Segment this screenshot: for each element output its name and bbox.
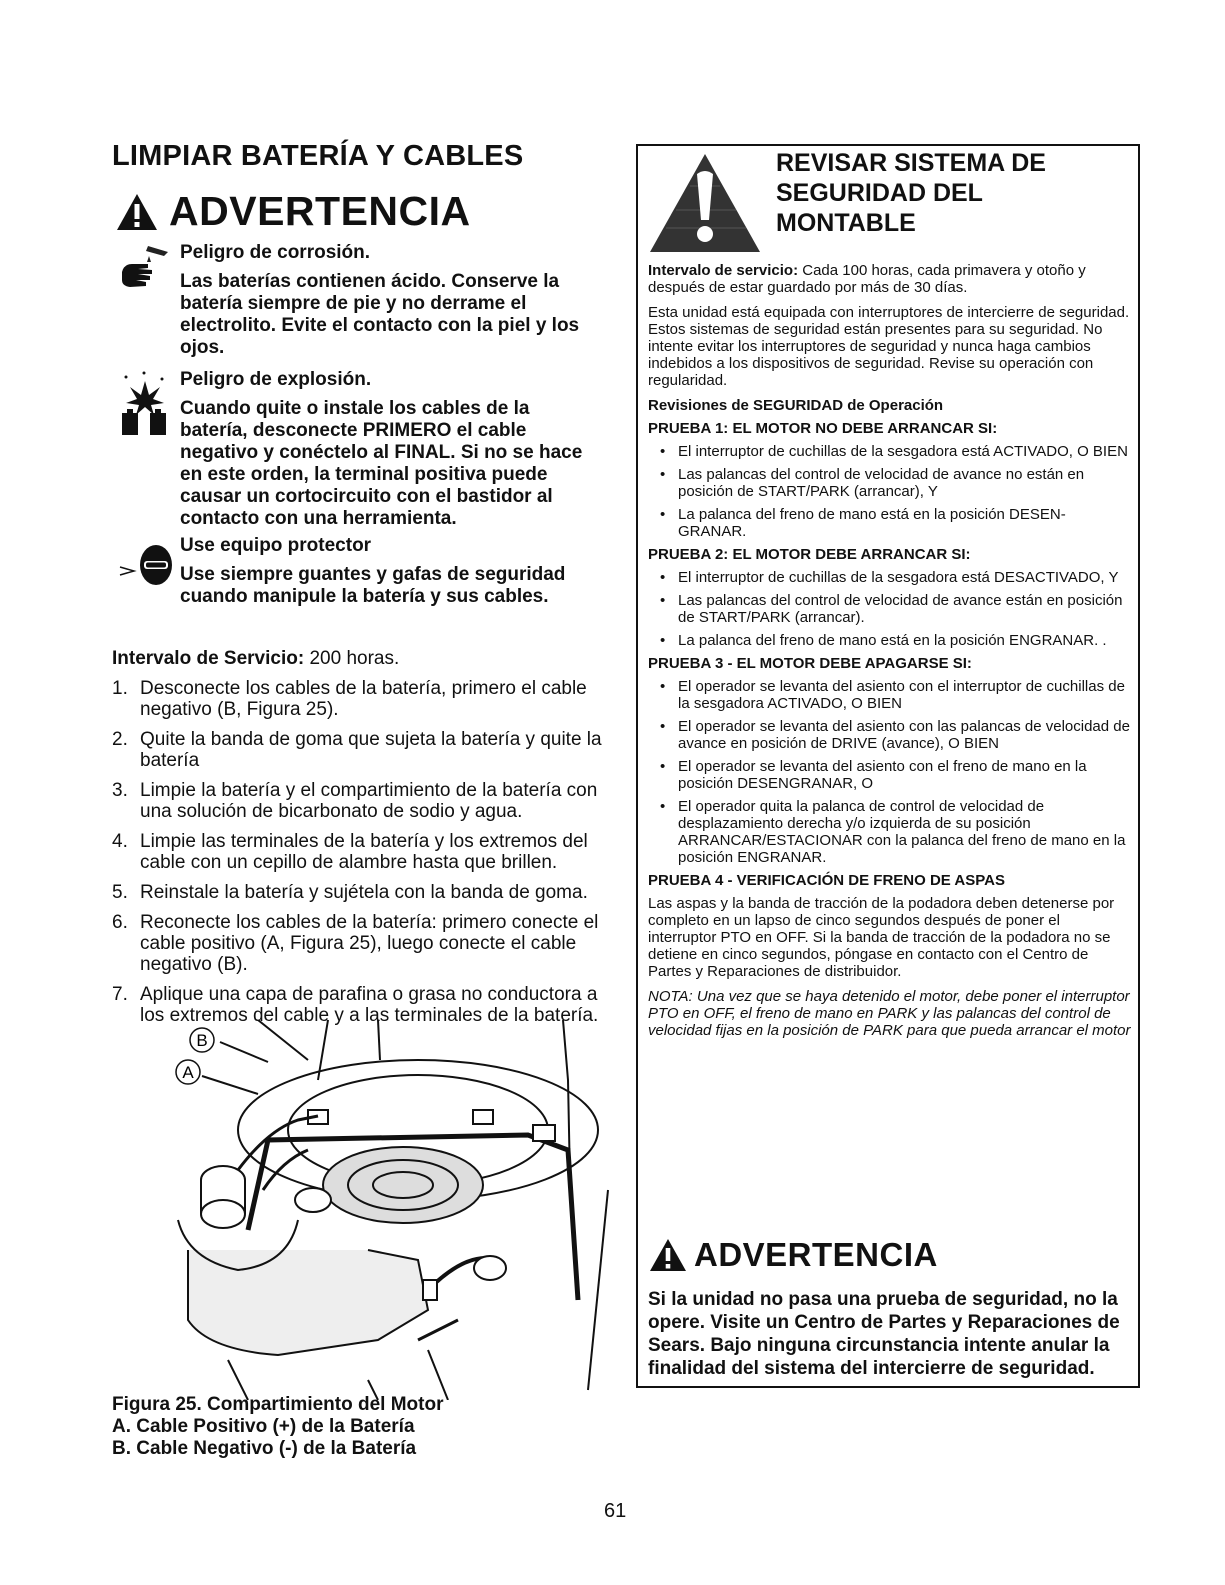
step-text: Quite la banda de goma que sujeta la batería y quite la batería — [140, 729, 602, 771]
service-text: Cada 100 horas, cada primavera y otoño y después de estar guardado por más de 30 días. — [648, 262, 1086, 296]
list-item-text: El operador se levanta del asiento con las palancas de velocidad de avance en posición de DRIVE (avance), O BIEN — [678, 718, 1130, 752]
test-4-text: Las aspas y la banda de tracción de la podadora deben detenerse por completo en un lapso de cinco segundos después de poner el interruptor PTO en OFF. Si la banda de tracción de la podadora no se detiene en cinco segundos, póngase en contacto con el Centro de Partes y Reparaciones de distribuidor. — [648, 895, 1115, 980]
warning-label: ADVERTENCIA — [694, 1236, 938, 1273]
test-1-title: PRUEBA 1: EL MOTOR NO DEBE ARRANCAR SI: — [648, 420, 998, 437]
test-4-title: PRUEBA 4 - VERIFICACIÓN DE FRENO DE ASPAS — [648, 872, 1005, 889]
page-number: 61 — [604, 1500, 627, 1522]
checks-title: Revisiones de SEGURIDAD de Operación — [648, 397, 944, 414]
warning-header — [648, 1236, 938, 1274]
list-item-text: Las palancas del control de velocidad de avance están en posición de START/PARK (arrancar). — [678, 592, 1123, 626]
service-value: 200 horas. — [304, 648, 400, 669]
explosion-icon — [118, 369, 172, 439]
list-item: • La palanca del freno de mano está en la posición ENGRANAR. . — [660, 632, 1107, 649]
step-text: Reinstale la batería y sujétela con la banda de goma. — [140, 882, 588, 903]
hazard-explosion — [118, 369, 598, 530]
list-item: • Las palancas del control de velocidad de avance están en posición de START/PARK (arrancar). — [648, 592, 1132, 626]
title-line: REVISAR SISTEMA DE — [776, 149, 1046, 177]
protective-gear-icon — [118, 535, 176, 595]
step-text: Limpie la batería y el compartimiento de la batería con una solución de bicarbonato de sodio y agua. — [140, 780, 598, 822]
test-2-title: PRUEBA 2: EL MOTOR DEBE ARRANCAR SI: — [648, 546, 971, 563]
step-number: 4. — [112, 831, 128, 852]
list-item-text: El operador se levanta del asiento con el freno de mano en la posición DESENGRANAR, O — [678, 758, 1087, 792]
list-item — [112, 678, 612, 720]
warning-triangle-icon — [646, 150, 764, 256]
list-item-text: La palanca del freno de mano está en la posición DESEN-GRANAR. — [678, 506, 1066, 540]
step-text: Desconecte los cables de la batería, primero el cable negativo (B, Figura 25). — [140, 678, 587, 720]
warning-triangle-icon — [648, 1237, 688, 1273]
step-text: Aplique una capa de parafina o grasa no conductora a los extremos del cable y a las terminales de la batería. — [140, 984, 599, 1026]
list-item: • El operador se levanta del asiento con el interruptor de cuchillas de la sesgadora ACTIVADO, O BIEN — [648, 678, 1132, 712]
hazard-protective-gear — [118, 535, 598, 608]
hazard-corrosion — [118, 242, 598, 359]
caption-line: B. Cable Negativo (-) de la Batería — [112, 1438, 417, 1459]
list-item: • El interruptor de cuchillas de la sesgadora está ACTIVADO, O BIEN — [660, 443, 1128, 460]
list-item: • El operador quita la palanca de control de velocidad de desplazamiento derecha y/o izquierda de su posición ARRANCAR/ESTACIONAR con la palanca del freno de mano en la posición ENGRANAR. — [648, 798, 1132, 866]
caption-line: Figura 25. Compartimiento del Motor — [112, 1394, 444, 1415]
list-item-text: El interruptor de cuchillas de la sesgadora está DESACTIVADO, Y — [678, 569, 1119, 586]
list-item-text: El operador se levanta del asiento con el interruptor de cuchillas de la sesgadora ACTIVADO, O BIEN — [678, 678, 1125, 712]
title-line: MONTABLE — [776, 209, 916, 237]
section-title: LIMPIAR BATERÍA Y CABLES — [112, 140, 524, 172]
figure-label-b: B — [196, 1031, 208, 1050]
list-item-text: Las palancas del control de velocidad de avance no están en posición de START/PARK (arrancar), Y — [678, 466, 1085, 500]
hazard-title: Use equipo protector — [180, 535, 372, 556]
list-item — [112, 831, 612, 873]
list-item — [112, 780, 612, 822]
hazard-text: Use siempre guantes y gafas de seguridad cuando manipule la batería y sus cables. — [180, 564, 566, 607]
list-item: • Las palancas del control de velocidad de avance no están en posición de START/PARK (arrancar), Y — [648, 466, 1132, 500]
hazard-title: Peligro de explosión. — [180, 369, 372, 390]
section-title — [776, 148, 1046, 238]
list-item — [112, 729, 612, 771]
caption-line: A. Cable Positivo (+) de la Batería — [112, 1416, 415, 1437]
list-item-text: La palanca del freno de mano está en la posición ENGRANAR. . — [678, 632, 1107, 649]
label-b — [190, 1028, 214, 1052]
test-3-list — [648, 678, 1132, 866]
step-text: Reconecte los cables de la batería: primero conecte el cable positivo (A, Figura 25), luego conecte el cable negativo (B). — [140, 912, 599, 975]
warning-header — [115, 188, 471, 235]
steps-list — [112, 678, 612, 1035]
list-item-text: El operador quita la palanca de control de velocidad de desplazamiento derecha y/o izquierda de su posición ARRANCAR/ESTACIONAR con la palanca del freno de mano en la posición ENGRANAR. — [678, 798, 1126, 866]
step-number: 7. — [112, 984, 128, 1005]
step-number: 2. — [112, 729, 128, 750]
intro-paragraph: Esta unidad está equipada con interruptores de intercierre de seguridad. Estos sistemas de seguridad están presentes para su seguridad. No intente evitar los interruptores de seguridad y nunca haga cambios indebidos a los dispositivos de seguridad. Revise su operación con regularidad. — [648, 304, 1130, 389]
list-item — [112, 882, 612, 903]
label-a — [176, 1060, 200, 1084]
safety-content — [648, 262, 1132, 1047]
list-item-text: El interruptor de cuchillas de la sesgadora está ACTIVADO, O BIEN — [678, 443, 1128, 460]
step-text: Limpie las terminales de la batería y los extremos del cable con un cepillo de alambre hasta que brillen. — [140, 831, 588, 873]
warning-triangle-icon — [115, 192, 159, 232]
list-item: • El operador se levanta del asiento con las palancas de velocidad de avance en posición de DRIVE (avance), O BIEN — [648, 718, 1132, 752]
test-1-list — [648, 443, 1132, 540]
warning-label: ADVERTENCIA — [169, 188, 471, 234]
list-item: • El interruptor de cuchillas de la sesgadora está DESACTIVADO, Y — [660, 569, 1119, 586]
test-3-title: PRUEBA 3 - EL MOTOR DEBE APAGARSE SI: — [648, 655, 972, 672]
step-number: 6. — [112, 912, 128, 933]
test-2-list — [648, 569, 1132, 649]
list-item: • El operador se levanta del asiento con el freno de mano en la posición DESENGRANAR, O — [648, 758, 1132, 792]
figure-label-a: A — [182, 1063, 194, 1082]
step-number: 5. — [112, 882, 128, 903]
service-interval — [112, 648, 399, 670]
warning-text: Si la unidad no pasa una prueba de seguridad, no la opere. Visite un Centro de Partes y Reparaciones de Sears. Bajo ninguna circunstancia intente anular la finalidad del sistema del intercierre de seguridad. — [648, 1289, 1120, 1379]
list-item — [112, 912, 612, 975]
step-number: 1. — [112, 678, 128, 699]
hazard-title: Peligro de corrosión. — [180, 242, 371, 263]
title-line: SEGURIDAD DEL — [776, 179, 983, 207]
note-text: NOTA: Una vez que se haya detenido el motor, debe poner el interruptor PTO en OFF, el freno de mano en PARK y las palancas del control de velocidad fijas en la posición de PARK para que pueda arrancar el motor — [648, 988, 1131, 1039]
service-label: Intervalo de servicio: — [648, 262, 799, 279]
engine-compartment-illustration — [168, 1020, 620, 1400]
hazard-text: Las baterías contienen ácido. Conserve la batería siempre de pie y no derrame el electrolito. Evite el contacto con la piel y los ojos. — [180, 271, 580, 358]
figure-caption — [112, 1394, 443, 1460]
step-number: 3. — [112, 780, 128, 801]
service-interval — [648, 262, 1132, 296]
hazard-text: Cuando quite o instale los cables de la batería, desconecte PRIMERO el cable negativo y conéctelo al FINAL. Si no se hace en este orden, la terminal positiva puede causar un cortocircuito con el bastidor al contacto con una herramienta. — [180, 398, 583, 529]
list-item: • La palanca del freno de mano está en la posición DESEN-GRANAR. — [648, 506, 1132, 540]
corrosion-hand-icon — [118, 242, 172, 292]
service-label: Intervalo de Servicio: — [112, 648, 305, 669]
